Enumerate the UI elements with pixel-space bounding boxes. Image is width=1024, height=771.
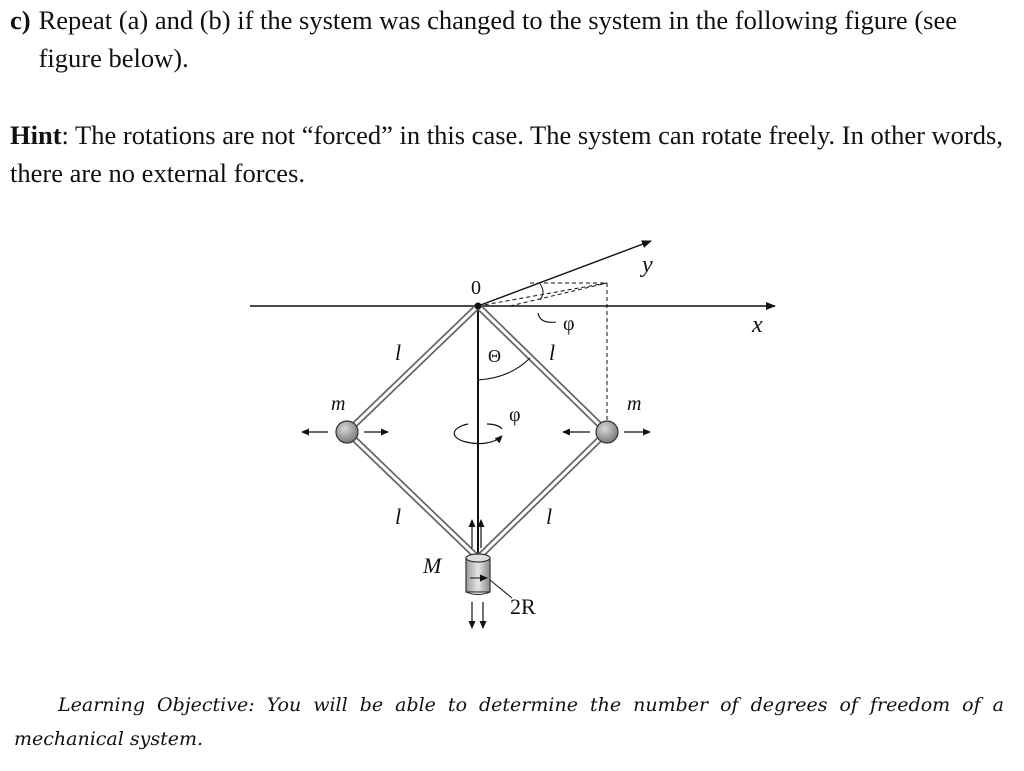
hint-label: Hint	[10, 120, 62, 150]
pivot-point	[475, 303, 482, 310]
question-text: Repeat (a) and (b) if the system was changed to the system in the following figure (see figure below).	[38, 5, 957, 73]
y-axis	[478, 241, 651, 306]
rotation-label: φ	[509, 404, 521, 426]
y-axis-label: y	[642, 252, 653, 278]
rod-label-lower-left: l	[395, 504, 402, 529]
collar-leader	[490, 580, 512, 598]
rod-label-upper-right: l	[549, 340, 556, 365]
question-label: c)	[10, 5, 31, 35]
left-mass-label: m	[331, 393, 346, 415]
left-mass	[336, 421, 358, 443]
x-axis-label: x	[752, 312, 763, 338]
right-mass	[596, 421, 618, 443]
theta-label: Θ	[488, 346, 501, 366]
hint-text: : The rotations are not “forced” in this case. The system can rotate freely. In other words, there are no external forces.	[10, 120, 1003, 188]
rod-label-lower-right: l	[546, 504, 553, 529]
phi-angle-arc	[540, 284, 543, 300]
collar-mass-label: M	[423, 553, 442, 578]
right-mass-label: m	[627, 393, 642, 415]
rod-label-upper-left: l	[395, 340, 402, 365]
phi-pointer	[538, 313, 556, 322]
phi-label: φ	[563, 313, 575, 335]
origin-label: 0	[471, 277, 481, 299]
collar-diameter-label: 2R	[510, 594, 536, 619]
collar	[466, 554, 490, 595]
learning-objective: Learning Objective: You will be able to determine the number of degrees of freedom of a mechanical system.	[14, 694, 1004, 750]
theta-angle-arc	[478, 358, 530, 380]
